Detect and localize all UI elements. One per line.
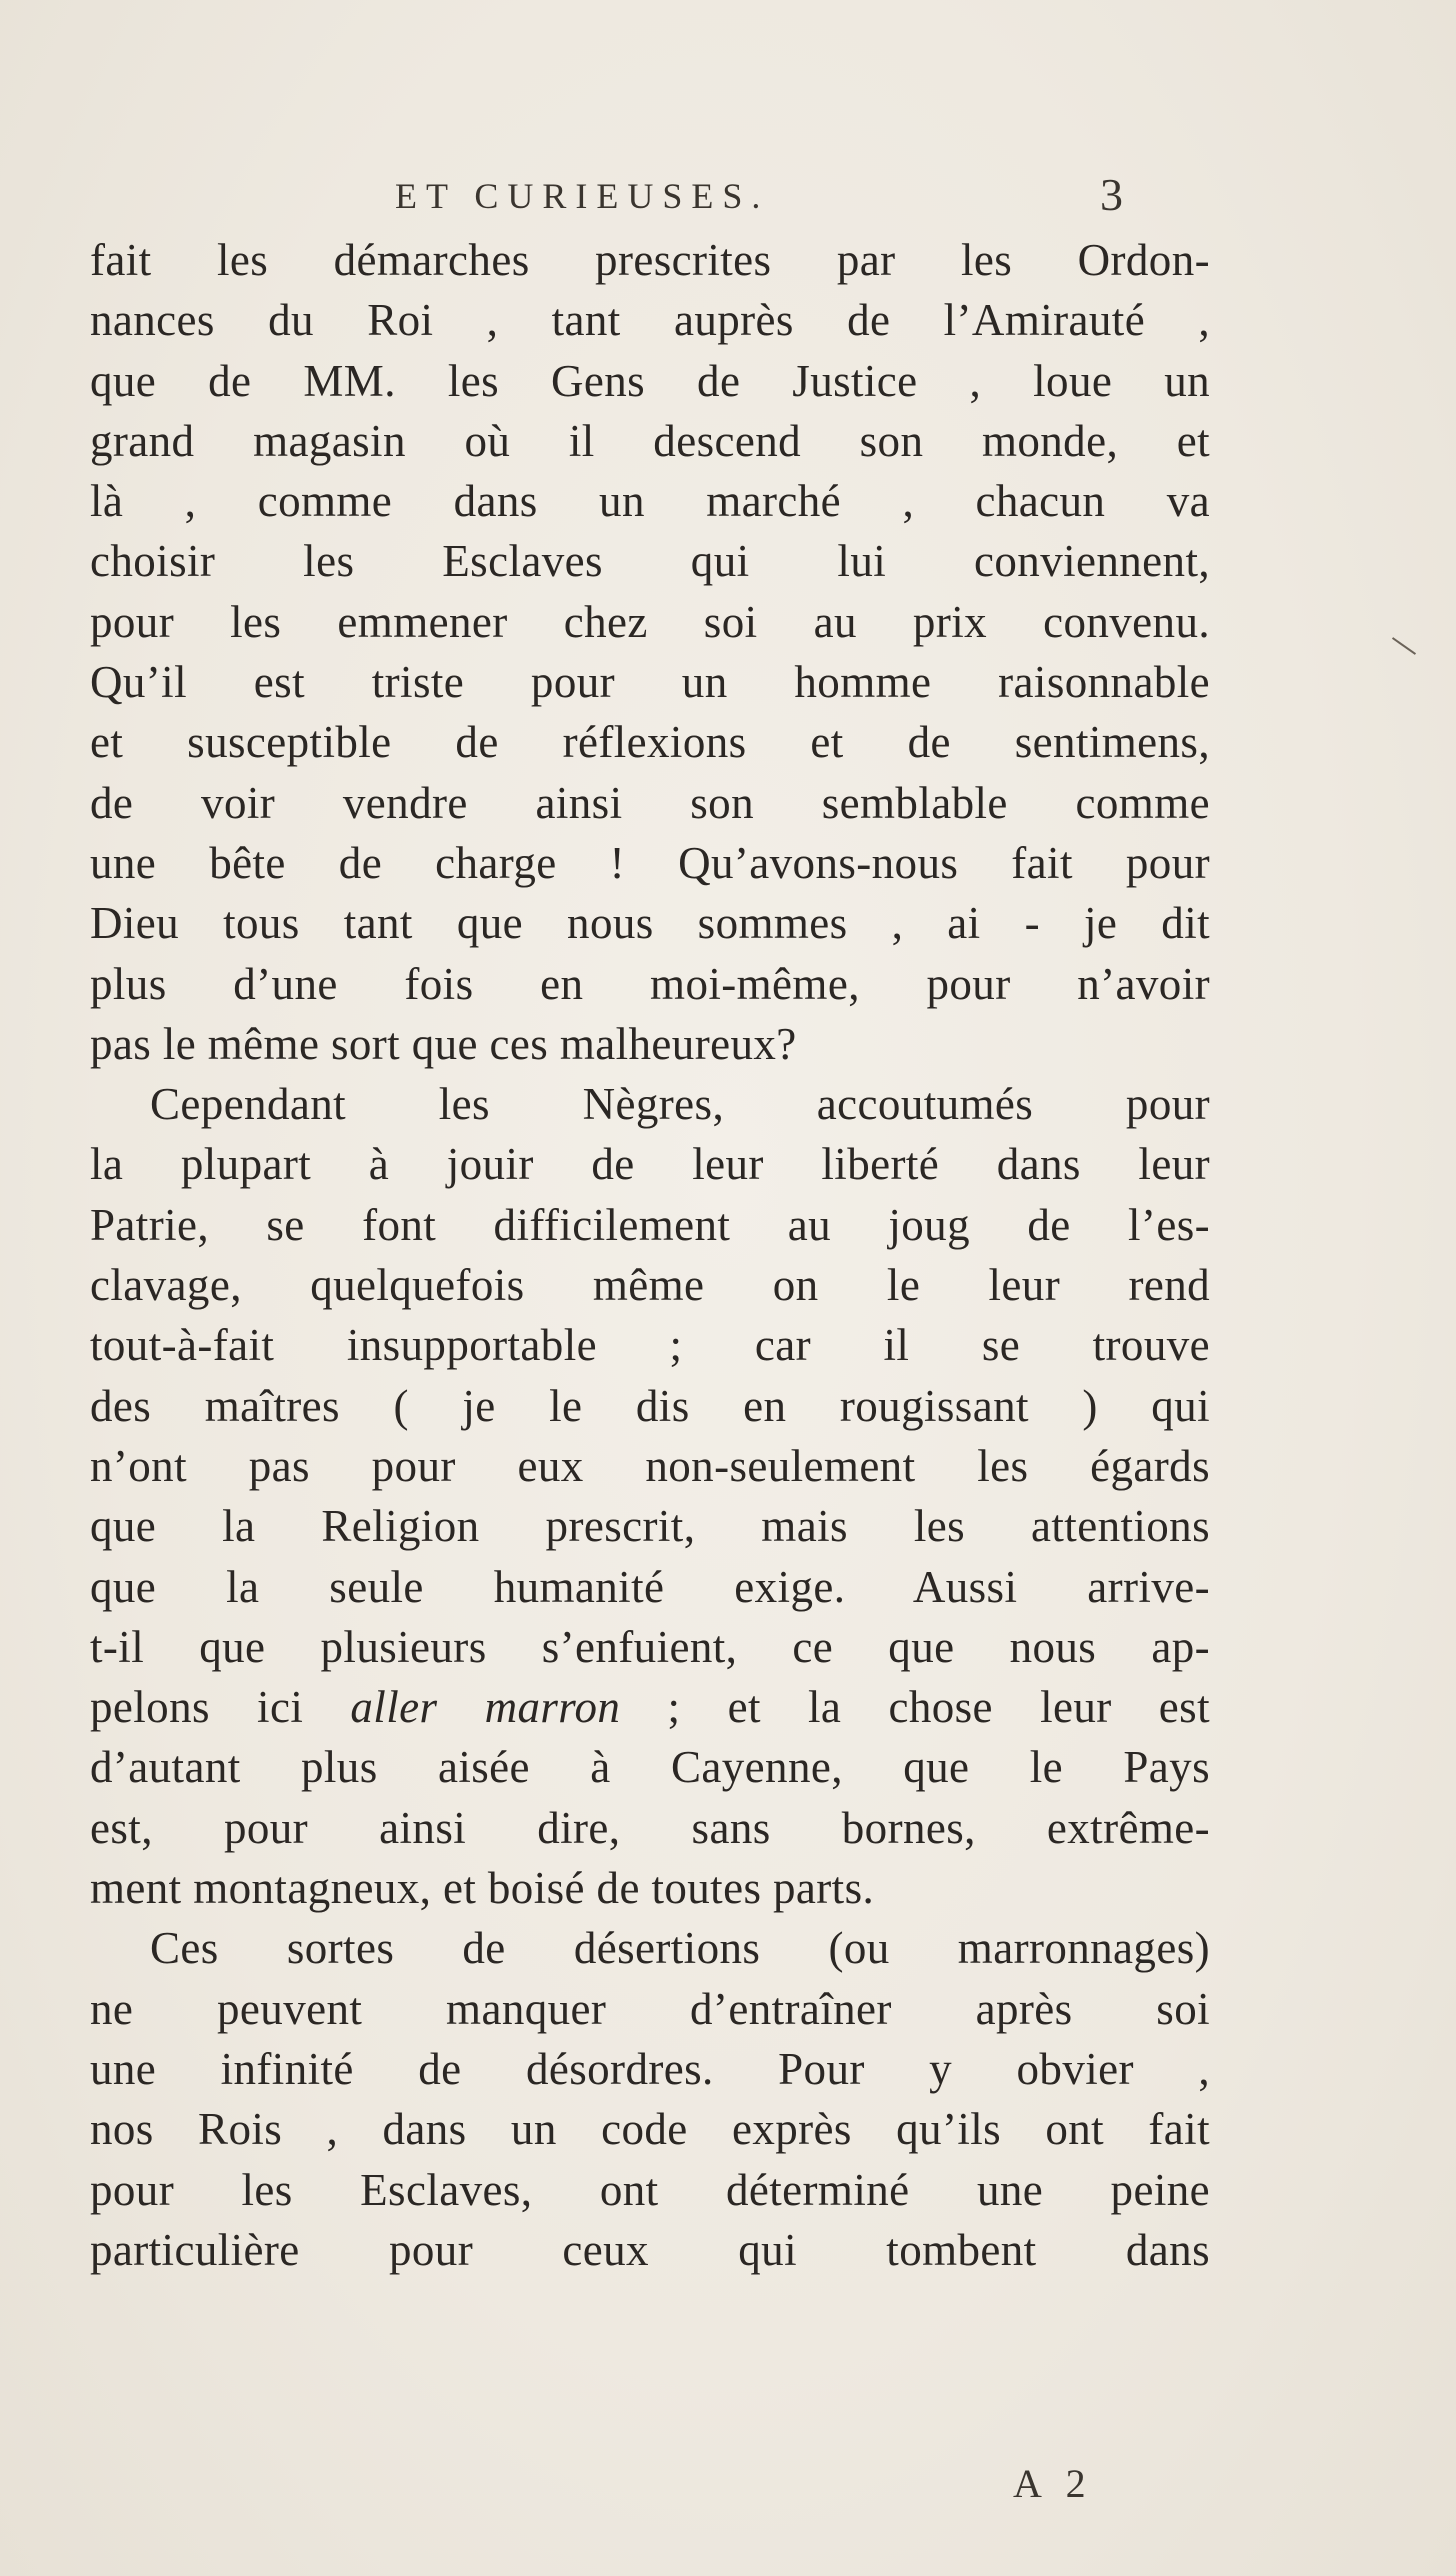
- text-line: que la seule humanité exige. Aussi arrive-: [90, 1561, 1210, 1612]
- text-line: clavage, quelquefois même on le leur rend: [90, 1260, 1210, 1311]
- text-line: de voir vendre ainsi son semblable comme: [90, 777, 1210, 828]
- text-line: que de MM. les Gens de Justice , loue un: [90, 355, 1210, 406]
- text-line: une infinité de désordres. Pour y obvier ,: [90, 2043, 1210, 2094]
- text-line: pour les emmener chez soi au prix convenu.: [90, 596, 1210, 647]
- text-line: pas le même sort que ces malheureux?: [90, 1018, 797, 1069]
- text-line: des maîtres ( je le dis en rougissant ) qui: [90, 1380, 1210, 1431]
- text-line: Qu’il est triste pour un homme raisonnable: [90, 657, 1210, 708]
- text-line: ne peuvent manquer d’entraîner après soi: [90, 1983, 1210, 2034]
- text-line: t-il que plusieurs s’enfuient, ce que nous ap-: [90, 1621, 1210, 1672]
- text-line: Dieu tous tant que nous sommes , ai - je dit: [90, 898, 1210, 949]
- text-line: tout-à-fait insupportable ; car il se trouve: [90, 1320, 1210, 1371]
- text-line: fait les démarches prescrites par les Ordon-: [90, 235, 1210, 285]
- line-segment: ; et la chose leur est: [620, 1682, 1210, 1733]
- signature-mark: A 2: [1013, 2461, 1094, 2506]
- text-line: ment montagneux, et boisé de toutes parts.: [90, 1863, 875, 1914]
- text-line: plus d’une fois en moi-même, pour n’avoir: [90, 958, 1210, 1009]
- text-line: Ces sortes de désertions (ou marronnages): [150, 1923, 1210, 1974]
- body-text: [90, 230, 1210, 2280]
- line-segment: pelons ici: [90, 1682, 351, 1733]
- text-line: particulière pour ceux qui tombent dans: [90, 2224, 1210, 2275]
- italic-term: aller marron: [350, 1682, 621, 1733]
- text-line-with-italic: [90, 1677, 1210, 1737]
- margin-mark-icon: [1392, 637, 1416, 655]
- page-number: 3: [1100, 169, 1123, 220]
- text-line: une bête de charge ! Qu’avons-nous fait pour: [90, 837, 1210, 888]
- text-line: là , comme dans un marché , chacun va: [90, 476, 1210, 527]
- text-line: que la Religion prescrit, mais les attentions: [90, 1501, 1210, 1552]
- text-line: grand magasin où il descend son monde, et: [90, 415, 1210, 466]
- text-line: nances du Roi , tant auprès de l’Amirauté ,: [90, 295, 1210, 346]
- text-line: Cependant les Nègres, accoutumés pour: [150, 1079, 1210, 1130]
- text-line: pour les Esclaves, ont déterminé une peine: [90, 2164, 1210, 2215]
- text-line: est, pour ainsi dire, sans bornes, extrême-: [90, 1802, 1210, 1853]
- text-line: choisir les Esclaves qui lui conviennent,: [90, 536, 1210, 587]
- text-line: d’autant plus aisée à Cayenne, que le Pays: [90, 1742, 1210, 1793]
- text-line: nos Rois , dans un code exprès qu’ils ont fait: [90, 2104, 1210, 2155]
- text-line: la plupart à jouir de leur liberté dans leur: [90, 1139, 1210, 1190]
- text-line: n’ont pas pour eux non-seulement les égards: [90, 1440, 1210, 1491]
- text-line: Patrie, se font difficilement au joug de l’es-: [90, 1199, 1210, 1250]
- text-line: et susceptible de réflexions et de sentimens,: [90, 717, 1210, 768]
- running-header: ET CURIEUSES.: [395, 176, 770, 216]
